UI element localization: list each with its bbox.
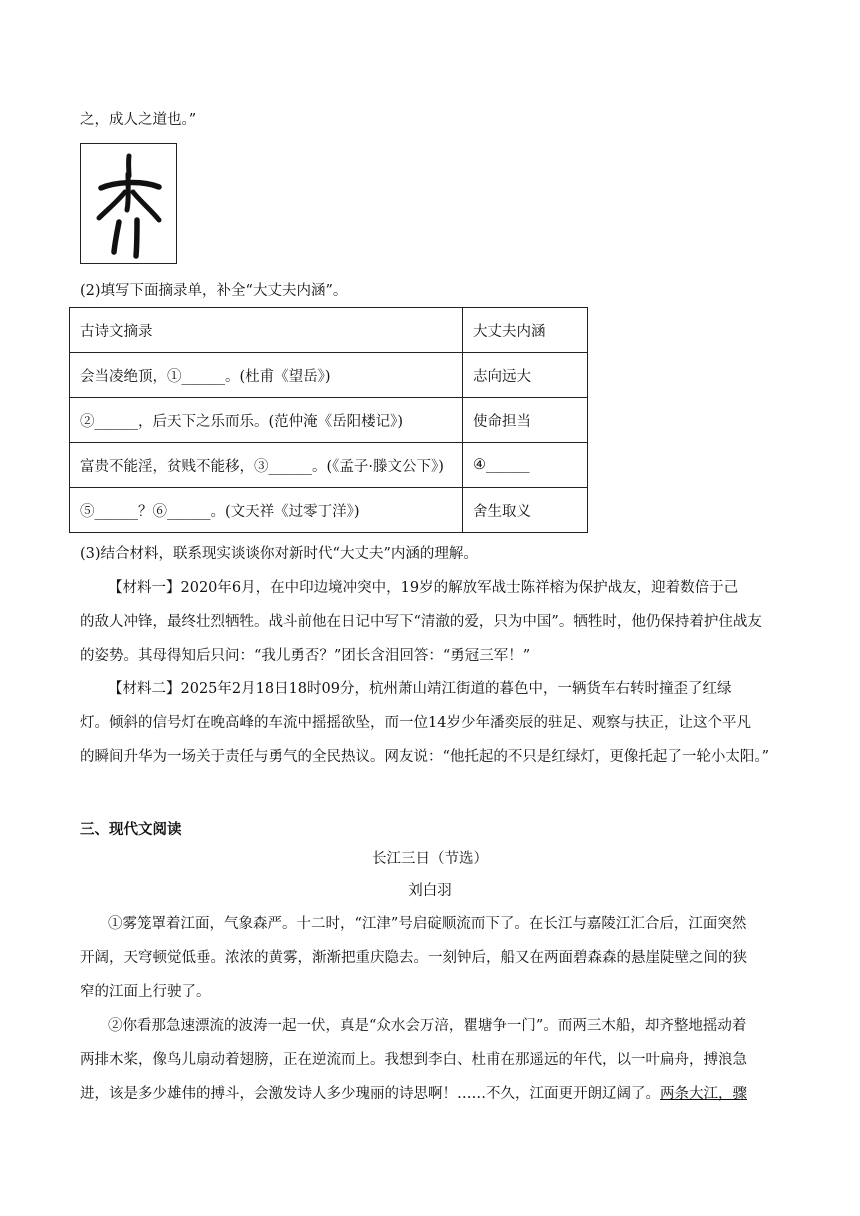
table-cell: ②______，后天下之乐而乐。(范仲淹《岳阳楼记》)	[70, 398, 463, 443]
table-row	[70, 353, 588, 398]
table-header: 大丈夫内涵	[463, 308, 588, 353]
table-cell: 使命担当	[463, 398, 588, 443]
article-author: 刘白羽	[408, 883, 452, 899]
article-paragraph-line: 开阔，天穹顿觉低垂。浓浓的黄雾，渐渐把重庆隐去。一刻钟后，船又在两面碧森森的悬崖陡壁之间的狭	[80, 950, 747, 966]
ancient-character-image	[80, 143, 177, 264]
table-cell: ④______	[463, 443, 588, 488]
question-2: (2)填写下面摘录单，补全“大丈夫内涵”。	[80, 283, 348, 299]
table-cell: 舍生取义	[463, 488, 588, 533]
article-title: 长江三日（节选）	[372, 851, 488, 867]
article-paragraph-line: ①雾笼罩着江面，气象森严。十二时，“江津”号启碇顺流而下了。在长江与嘉陵江汇合后，江面突然	[108, 916, 747, 932]
material-2-line: 灯。倾斜的信号灯在晚高峰的车流中摇摇欲坠，而一位14岁少年潘奕辰的驻足、观察与扶正，让这个平凡	[80, 715, 751, 731]
table-cell: 志向远大	[463, 353, 588, 398]
material-2-line: 的瞬间升华为一场关于责任与勇气的全民热议。网友说：“他托起的不只是红绿灯，更像托起了一轮小太阳。”	[80, 749, 770, 765]
table-header-row	[70, 308, 588, 353]
paragraph-text: 进，该是多少雄伟的搏斗，会激发诗人多少瑰丽的诗思啊！……不久，江面更开朗辽阔了。	[80, 1086, 660, 1102]
section-heading: 三、现代文阅读	[80, 822, 182, 838]
text-line: 之，成人之道也。”	[80, 112, 197, 128]
excerpt-table	[69, 307, 588, 533]
article-paragraph-line	[80, 1084, 747, 1104]
underlined-text: 两条大江，骤	[660, 1086, 747, 1102]
question-3: (3)结合材料，联系现实谈谈你对新时代“大丈夫”内涵的理解。	[80, 546, 478, 562]
material-1-line: 的姿势。其母得知后只问：“我儿勇否？”团长含泪回答：“勇冠三军！”	[80, 648, 531, 664]
table-cell: 会当凌绝顶，①______。(杜甫《望岳》)	[70, 353, 463, 398]
table-row	[70, 443, 588, 488]
table-cell: 富贵不能淫，贫贱不能移，③______。(《孟子·滕文公下》)	[70, 443, 463, 488]
table-row	[70, 398, 588, 443]
material-1-line: 的敌人冲锋，最终壮烈牺牲。战斗前他在日记中写下“清澈的爱，只为中国”。牺牲时，他仍保持着护住战友	[80, 614, 762, 630]
table-row	[70, 488, 588, 533]
article-paragraph-line: 两排木桨，像鸟儿扇动着翅膀，正在逆流而上。我想到李白、杜甫在那遥远的年代，以一叶扁舟，搏浪急	[80, 1052, 747, 1068]
material-1-line: 【材料一】2020年6月，在中印边境冲突中，19岁的解放军战士陈祥榕为保护战友，迎着数倍于己	[108, 580, 739, 596]
seal-script-glyph	[81, 144, 178, 265]
table-header: 古诗文摘录	[70, 308, 463, 353]
article-paragraph-line: 窄的江面上行驶了。	[80, 984, 211, 1000]
article-paragraph-line: ②你看那急速漂流的波涛一起一伏，真是“众水会万涪，瞿塘争一门”。而两三木船，却齐整地摇动着	[108, 1018, 747, 1034]
material-2-line: 【材料二】2025年2月18日18时09分，杭州萧山靖江街道的暮色中，一辆货车右转时撞歪了红绿	[108, 681, 732, 697]
table-cell: ⑤______？⑥______。(文天祥《过零丁洋》)	[70, 488, 463, 533]
